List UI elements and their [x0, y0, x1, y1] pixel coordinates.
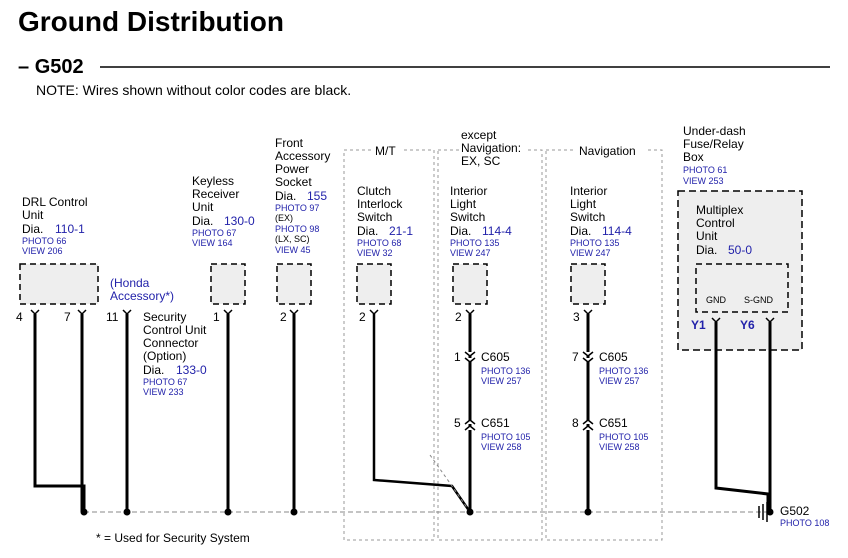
interior2-c2-pin: 8: [572, 416, 579, 430]
socket-ex: (EX): [275, 213, 293, 223]
drl-dia: 110-1: [55, 222, 85, 236]
clutch-photo: PHOTO 68: [357, 238, 402, 248]
interior1-c1-pin: 1: [454, 350, 461, 364]
interior2-dia: 114-4: [602, 224, 632, 238]
drl-wire-a: [35, 314, 84, 512]
interior1-label-2: Light: [450, 197, 477, 211]
socket-connector: [277, 264, 311, 304]
keyless-view: VIEW 164: [192, 238, 233, 248]
interior2-c1-photo: PHOTO 136: [599, 366, 649, 376]
page-title: Ground Distribution: [18, 6, 284, 37]
nav-region-label: Navigation: [579, 144, 636, 158]
socket-dia: 155: [307, 189, 328, 203]
interior1-c2-photo: PHOTO 105: [481, 432, 531, 442]
gnd-label: GND: [706, 295, 726, 305]
socket-dia-label: Dia.: [275, 189, 297, 203]
region-nav: [546, 150, 662, 540]
keyless-dia-label: Dia.: [192, 214, 214, 228]
interior1-dia-label: Dia.: [450, 224, 472, 238]
clutch-label-2: Interlock: [357, 197, 403, 211]
multiplex-dia-label: Dia.: [696, 243, 718, 257]
interior2-c2-photo: PHOTO 105: [599, 432, 649, 442]
interior1-c1-photo: PHOTO 136: [481, 366, 531, 376]
interior2-connector: [571, 264, 605, 304]
interior2-photo: PHOTO 135: [570, 238, 620, 248]
pin-y1: Y1: [691, 318, 706, 332]
underdash-photo: PHOTO 61: [683, 165, 728, 175]
socket-label-2: Accessory: [275, 149, 331, 163]
clutch-dia: 21-1: [389, 224, 414, 238]
interior1-label-3: Switch: [450, 210, 486, 224]
drl-dia-label: Dia.: [22, 222, 44, 236]
interior2-c1-view: VIEW 257: [599, 376, 640, 386]
keyless-pin: 1: [213, 310, 220, 324]
interior1-dia: 114-4: [482, 224, 512, 238]
drl-pin-b: 7: [64, 310, 71, 324]
security-dia: 133-0: [176, 363, 207, 377]
footnote-mark: *: [96, 531, 101, 545]
underdash-label-2: Fuse/Relay: [683, 137, 744, 151]
interior1-view: VIEW 247: [450, 248, 491, 258]
except-nav-label-3: EX, SC: [461, 154, 501, 168]
sgnd-label: S-GND: [744, 295, 773, 305]
note-text: NOTE: Wires shown without color codes are black.: [36, 82, 352, 98]
mt-region-label: M/T: [375, 144, 396, 158]
interior1-c1-view: VIEW 257: [481, 376, 522, 386]
security-label-1: Security: [143, 310, 187, 324]
keyless-label-3: Unit: [192, 200, 214, 214]
interior2-view: VIEW 247: [570, 248, 611, 258]
interior1-c2: C651: [481, 416, 510, 430]
socket-photo-2: PHOTO 98: [275, 224, 320, 234]
underdash-view: VIEW 253: [683, 176, 724, 186]
except-nav-label-2: Navigation:: [461, 141, 522, 155]
interior1-connector: [453, 264, 487, 304]
multiplex-label-2: Control: [696, 216, 735, 230]
honda-label-2: Accessory*): [110, 289, 175, 303]
security-label-4: (Option): [143, 349, 187, 363]
interior2-label-3: Switch: [570, 210, 606, 224]
socket-label-3: Power: [275, 162, 310, 176]
socket-view: VIEW 45: [275, 245, 311, 255]
ground-label: G502: [780, 504, 810, 518]
clutch-wire: [374, 314, 470, 512]
clutch-label-3: Switch: [357, 210, 393, 224]
socket-lxsc: (LX, SC): [275, 234, 310, 244]
underdash-label-3: Box: [683, 150, 704, 164]
drl-connector: [20, 264, 98, 304]
underdash-label-1: Under-dash: [683, 124, 746, 138]
clutch-dia-label: Dia.: [357, 224, 379, 238]
footnote: [96, 531, 250, 545]
security-photo: PHOTO 67: [143, 377, 188, 387]
multiplex-label-1: Multiplex: [696, 203, 744, 217]
drl-label-2: Unit: [22, 208, 44, 222]
drl-pin-a: 4: [16, 310, 23, 324]
keyless-label-2: Receiver: [192, 187, 240, 201]
except-nav-label-1: except: [461, 128, 497, 142]
keyless-dia: 130-0: [224, 214, 255, 228]
ground-photo: PHOTO 108: [780, 518, 830, 528]
interior2-pin: 3: [573, 310, 580, 324]
security-view: VIEW 233: [143, 387, 184, 397]
section-label: G502: [34, 56, 84, 78]
security-label-3: Connector: [143, 336, 199, 350]
drl-photo: PHOTO 66: [22, 236, 67, 246]
socket-label-1: Front: [275, 136, 304, 150]
interior2-label-2: Light: [570, 197, 597, 211]
interior2-c2-view: VIEW 258: [599, 442, 640, 452]
drl-view: VIEW 206: [22, 246, 63, 256]
multiplex-dia: 50-0: [728, 243, 753, 257]
interior2-c1: C605: [599, 350, 628, 364]
clutch-label-1: Clutch: [357, 184, 392, 198]
security-dia-label: Dia.: [143, 363, 165, 377]
interior2-label-1: Interior: [570, 184, 608, 198]
clutch-view: VIEW 32: [357, 248, 393, 258]
socket-label-4: Socket: [275, 175, 312, 189]
keyless-photo: PHOTO 67: [192, 228, 237, 238]
honda-label-1: (Honda: [110, 276, 150, 290]
socket-photo-1: PHOTO 97: [275, 203, 320, 213]
interior1-photo: PHOTO 135: [450, 238, 500, 248]
socket-pin: 2: [280, 310, 287, 324]
interior1-c2-view: VIEW 258: [481, 442, 522, 452]
clutch-connector: [357, 264, 391, 304]
multiplex-label-3: Unit: [696, 229, 718, 243]
drl-label-1: DRL Control: [22, 195, 88, 209]
security-pin: 11: [106, 310, 119, 324]
interior1-pin: 2: [455, 310, 462, 324]
keyless-connector: [211, 264, 245, 304]
interior1-c2-pin: 5: [454, 416, 461, 430]
interior2-c1-pin: 7: [572, 350, 579, 364]
interior1-c1: C605: [481, 350, 510, 364]
interior2-c2: C651: [599, 416, 628, 430]
section-heading: – G502: [18, 56, 84, 78]
interior1-label-1: Interior: [450, 184, 488, 198]
interior2-dia-label: Dia.: [570, 224, 592, 238]
footnote-text: = Used for Security System: [104, 531, 250, 545]
pin-y6: Y6: [740, 318, 755, 332]
keyless-label-1: Keyless: [192, 174, 235, 188]
security-label-2: Control Unit: [143, 323, 207, 337]
clutch-pin: 2: [359, 310, 366, 324]
